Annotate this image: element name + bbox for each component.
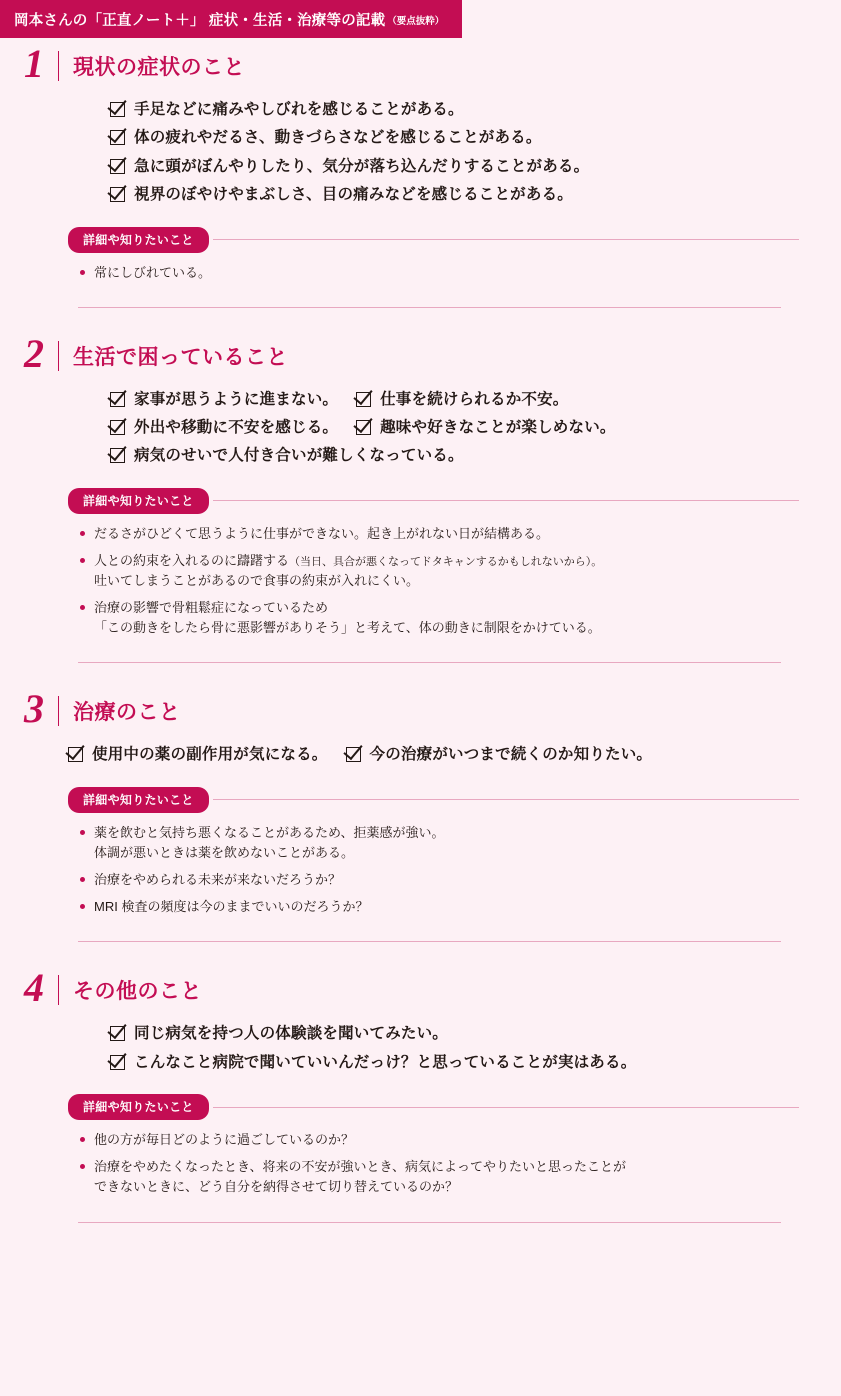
checklist-row bbox=[110, 128, 801, 147]
section-4-bottom-rule bbox=[78, 1222, 781, 1223]
detail-text: 人との約束を入れるのに躊躇する bbox=[94, 552, 290, 568]
checklist-item[interactable] bbox=[356, 390, 568, 409]
checklist-item[interactable] bbox=[110, 446, 464, 465]
section-2 bbox=[0, 328, 841, 684]
detail-text: だるさがひどくて思うように仕事ができない。起き上がれない日が結構ある。 bbox=[94, 525, 550, 541]
detail-text: 治療をやめられる未来が来ないだろうか？ bbox=[94, 872, 342, 888]
checklist-item[interactable] bbox=[110, 185, 573, 204]
section-1-checklist bbox=[0, 100, 841, 205]
section-2-title: 生活で困っていること bbox=[73, 345, 288, 369]
section-1-title: 現状の症状のこと bbox=[73, 56, 245, 79]
section-2-divider bbox=[58, 341, 59, 371]
spacer bbox=[0, 308, 841, 328]
checklist-item[interactable] bbox=[110, 128, 542, 147]
section-2-heading bbox=[0, 328, 841, 384]
header-ribbon bbox=[0, 0, 462, 38]
checklist-item-label: 趣味や好きなことが楽しめない。 bbox=[380, 419, 616, 437]
detail-list-item bbox=[78, 551, 799, 591]
checklist-item[interactable] bbox=[110, 100, 464, 119]
checklist-item[interactable] bbox=[356, 418, 616, 437]
section-1 bbox=[0, 38, 841, 328]
section-1-number: 1 bbox=[24, 41, 44, 86]
checkbox-checked-icon[interactable] bbox=[110, 392, 125, 407]
checkbox-checked-icon[interactable] bbox=[110, 159, 125, 174]
checkbox-checked-icon[interactable] bbox=[110, 420, 125, 435]
checklist-item[interactable] bbox=[110, 418, 338, 437]
checklist-item-label: 仕事を続けられるか不安。 bbox=[380, 390, 569, 408]
detail-text: 常にしびれている。 bbox=[94, 264, 212, 280]
checklist-row bbox=[110, 1024, 801, 1043]
detail-note: （当日、具合が悪くなってドタキャンするかもしれないから）。 bbox=[289, 555, 603, 568]
checklist-item-label: 同じ病気を持つ人の体験談を聞いてみたい。 bbox=[134, 1025, 449, 1043]
checklist-item[interactable] bbox=[110, 157, 589, 176]
section-4-detail-list bbox=[68, 1130, 799, 1197]
section-2-number: 2 bbox=[24, 330, 44, 376]
checklist-row bbox=[110, 100, 801, 119]
checklist-item-label: 手足などに痛みやしびれを感じることがある。 bbox=[134, 101, 464, 118]
detail-text-line2: 吐いてしまうことがあるので食事の約束が入れにくい。 bbox=[94, 573, 420, 589]
checkbox-checked-icon[interactable] bbox=[110, 130, 125, 145]
checklist-item-label: 外出や移動に不安を感じる。 bbox=[134, 419, 339, 437]
section-2-checklist bbox=[0, 390, 841, 466]
section-4-heading bbox=[0, 962, 841, 1018]
checkbox-checked-icon[interactable] bbox=[346, 747, 361, 762]
checklist-item-label: 家事が思うように進まない。 bbox=[134, 390, 339, 408]
checklist-item-label: 使用中の薬の副作用が気になる。 bbox=[92, 746, 328, 764]
detail-header bbox=[68, 787, 799, 813]
detail-header bbox=[68, 227, 799, 253]
section-1-detail-list bbox=[68, 263, 799, 283]
checklist-row bbox=[110, 1053, 801, 1072]
detail-pill-label: 詳細や知りたいこと bbox=[68, 488, 209, 514]
section-1-divider bbox=[58, 51, 59, 81]
section-4-title: その他のこと bbox=[73, 980, 202, 1004]
checkbox-checked-icon[interactable] bbox=[110, 1055, 125, 1070]
detail-rule bbox=[213, 799, 799, 800]
checklist-item[interactable] bbox=[346, 745, 653, 764]
detail-header bbox=[68, 488, 799, 514]
header-subtitle: （要点抜粋） bbox=[387, 16, 445, 27]
checklist-row bbox=[110, 446, 801, 465]
section-3-checklist bbox=[0, 745, 841, 764]
section-3 bbox=[0, 683, 841, 962]
detail-text-line2: 「この動きをしたら骨に悪影響がありそう」と考えて、体の動きに制限をかけている。 bbox=[94, 620, 601, 636]
checklist-row bbox=[110, 157, 801, 176]
spacer bbox=[0, 663, 841, 683]
detail-rule bbox=[213, 239, 799, 240]
section-3-detail-list bbox=[68, 823, 799, 918]
checklist-item-label: 視界のぼやけやまぶしさ、目の痛みなどを感じることがある。 bbox=[134, 186, 573, 204]
detail-list-item bbox=[78, 823, 799, 863]
detail-header bbox=[68, 1094, 799, 1120]
checklist-row bbox=[68, 745, 801, 764]
detail-list-item bbox=[78, 263, 799, 283]
section-3-detail-block bbox=[0, 787, 841, 918]
section-4 bbox=[0, 962, 841, 1222]
detail-pill-label: 詳細や知りたいこと bbox=[68, 1094, 209, 1120]
detail-pill-label: 詳細や知りたいこと bbox=[68, 787, 209, 813]
detail-text: MRI 検査の頻度は今のままでいいのだろうか？ bbox=[94, 899, 369, 915]
spacer bbox=[0, 942, 841, 962]
checklist-item-label: 急に頭がぼんやりしたり、気分が落ち込んだりすることがある。 bbox=[134, 157, 590, 175]
detail-list-item bbox=[78, 524, 799, 544]
detail-list-item bbox=[78, 598, 799, 638]
detail-text: 治療の影響で骨粗鬆症になっているため bbox=[94, 600, 329, 616]
detail-list-item bbox=[78, 1157, 799, 1197]
checkbox-checked-icon[interactable] bbox=[110, 448, 125, 463]
checklist-item-label: こんなこと病院で聞いていいんだっけ？と思っていることが実はある。 bbox=[134, 1053, 637, 1071]
checklist-row bbox=[110, 185, 801, 204]
section-1-detail-block bbox=[0, 227, 841, 283]
detail-text-line2: できないときに、どう自分を納得させて切り替えているのか？ bbox=[94, 1179, 459, 1195]
checkbox-checked-icon[interactable] bbox=[110, 187, 125, 202]
section-3-title: 治療のこと bbox=[73, 701, 181, 725]
section-2-detail-block bbox=[0, 488, 841, 639]
section-4-number: 4 bbox=[24, 965, 44, 1011]
section-3-divider bbox=[58, 696, 59, 726]
detail-pill-label: 詳細や知りたいこと bbox=[68, 227, 209, 253]
detail-list-item bbox=[78, 1130, 799, 1150]
section-1-heading bbox=[0, 38, 841, 94]
section-4-divider bbox=[58, 975, 59, 1005]
section-2-detail-list bbox=[68, 524, 799, 639]
checklist-item-label: 病気のせいで人付き合いが難しくなっている。 bbox=[134, 447, 464, 465]
detail-text-line2: 体調が悪いときは薬を飲めないことがある。 bbox=[94, 844, 355, 860]
checklist-row bbox=[110, 418, 801, 437]
header-title: 岡本さんの「正直ノート＋」 症状・生活・治療等の記載 bbox=[14, 12, 386, 29]
section-3-heading bbox=[0, 683, 841, 739]
checklist-item-label: 体の疲れやだるさ、動きづらさなどを感じることがある。 bbox=[134, 129, 542, 147]
checkbox-checked-icon[interactable] bbox=[356, 392, 371, 407]
checklist-item-label: 今の治療がいつまで続くのか知りたい。 bbox=[369, 746, 653, 764]
detail-list-item bbox=[78, 870, 799, 890]
detail-rule bbox=[213, 500, 799, 501]
detail-text: 他の方が毎日どのように過ごしているのか？ bbox=[94, 1132, 355, 1148]
checklist-item[interactable] bbox=[68, 745, 328, 764]
checklist-item[interactable] bbox=[110, 390, 338, 409]
checkbox-checked-icon[interactable] bbox=[68, 747, 83, 762]
checkbox-checked-icon[interactable] bbox=[356, 420, 371, 435]
detail-text: 薬を飲むと気持ち悪くなることがあるため、拒薬感が強い。 bbox=[94, 824, 445, 840]
checkbox-checked-icon[interactable] bbox=[110, 102, 125, 117]
detail-text: 治療をやめたくなったとき、将来の不安が強いとき、病気によってやりたいと思ったことが bbox=[94, 1159, 626, 1175]
document-body bbox=[0, 38, 841, 1223]
checklist-item[interactable] bbox=[110, 1053, 636, 1072]
checklist-item[interactable] bbox=[110, 1024, 448, 1043]
detail-list-item bbox=[78, 897, 799, 917]
checklist-row bbox=[110, 390, 801, 409]
section-3-number: 3 bbox=[24, 686, 44, 732]
checkbox-checked-icon[interactable] bbox=[110, 1026, 125, 1041]
detail-rule bbox=[213, 1107, 799, 1108]
section-4-checklist bbox=[0, 1024, 841, 1072]
section-4-detail-block bbox=[0, 1094, 841, 1197]
